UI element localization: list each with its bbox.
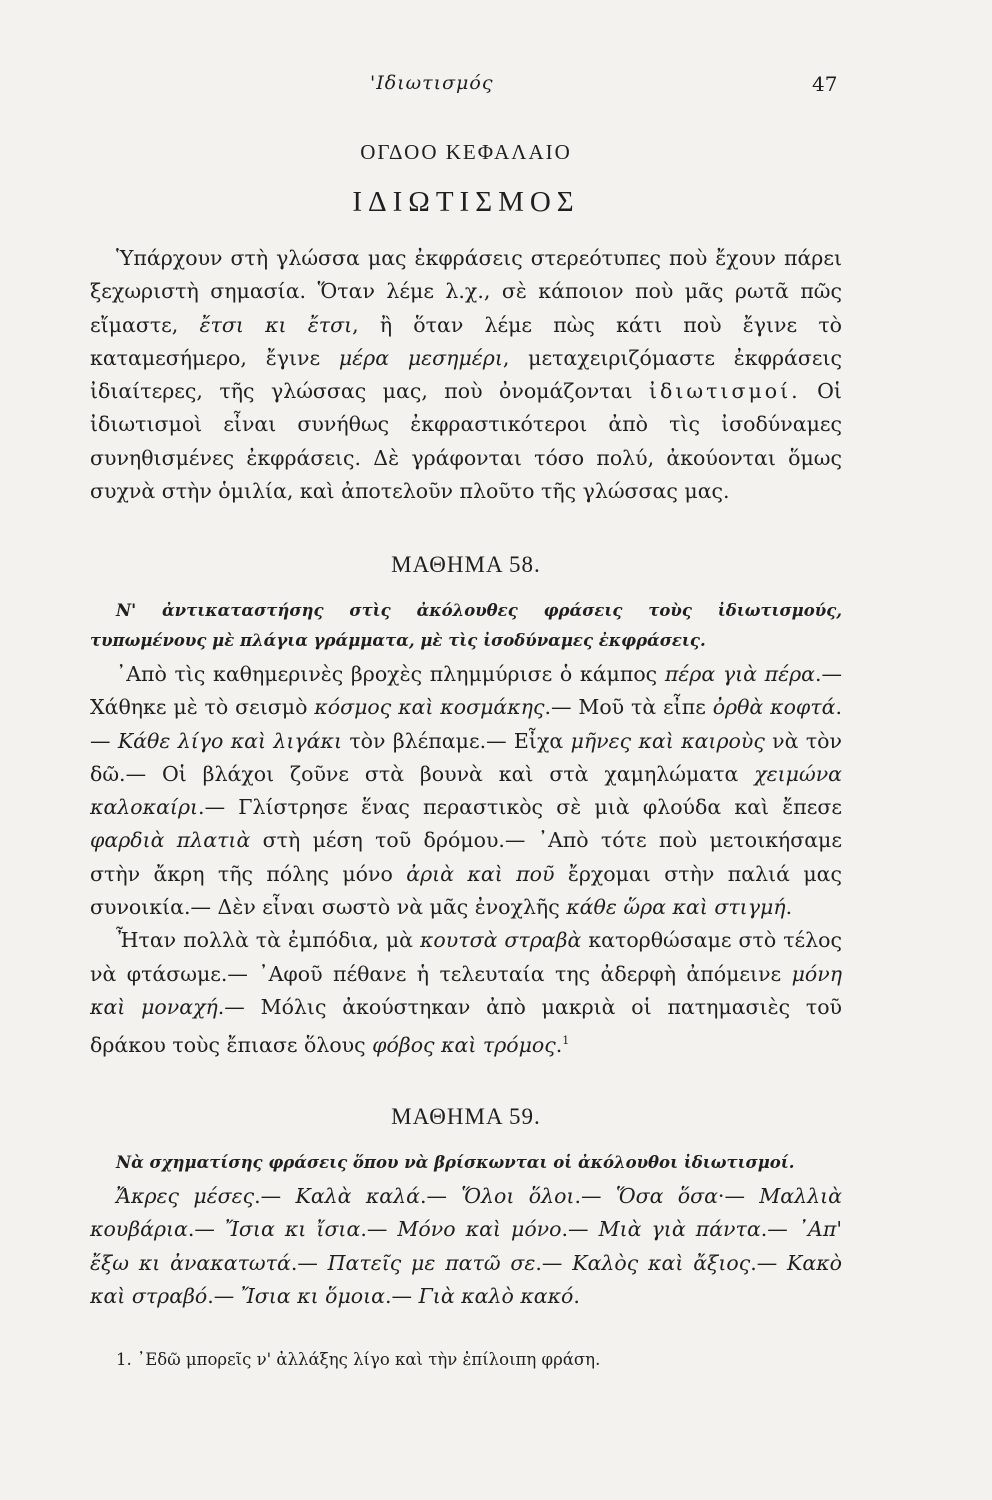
lesson-58-instruction: Ν' ἀντικαταστήσης στὶς ἀκόλουθες φράσεις τοὺς ἰδιωτισμούς, τυπωμένους μὲ πλάγια γράμματα, μὲ τὶς ἰσοδύναμες ἐκφράσεις. [90, 601, 842, 650]
exercise-text: .— Γλίστρησε ἕνας περαστικὸς σὲ μιὰ φλούδα καὶ ἔπεσε [198, 795, 842, 820]
idiom: μῆνες καὶ καιροὺς [570, 728, 765, 753]
intro-paragraph [90, 242, 842, 508]
idiom: κάθε ὥρα καὶ στιγμή [566, 895, 786, 920]
page-number: 47 [812, 72, 838, 96]
lesson-58-exercise [90, 658, 842, 924]
idiom: Ἴσια κι ὅμοια [240, 1283, 386, 1308]
footnote-marker: 1 [562, 1034, 570, 1048]
idiom-example: μέρα μεσημέρι [338, 345, 503, 370]
exercise-text: .— [290, 1250, 328, 1275]
idiom: φαρδιὰ πλατιὰ [90, 828, 251, 853]
idiom: Πατεῖς με πατῶ σε [327, 1250, 536, 1275]
idiom: ἀριὰ καὶ ποῦ [406, 861, 555, 886]
idiom: ᾿Απ' ἔξω κι ἀνακατωτά [90, 1217, 842, 1275]
lesson-59-heading: ΜΑΘΗΜΑ 59. [391, 1104, 541, 1129]
exercise-text: .— [760, 1217, 798, 1242]
idiom: Καλὰ καλά [295, 1184, 420, 1208]
footnote: 1. ᾿Εδῶ μπορεῖς ν' ἀλλάξης λίγο καὶ τὴν ἐπίλοιπη φράση. [116, 1350, 601, 1369]
exercise-text: .— [574, 1184, 616, 1208]
key-term: ἰδιωτισμοί. [648, 379, 801, 404]
idiom: Κακὸ καὶ στραβό [90, 1250, 842, 1308]
idiom: Γιὰ καλὸ κακό [418, 1283, 574, 1308]
exercise-text: .— [419, 1184, 462, 1208]
exercise-text: στὴ μέση τοῦ δρόμου.— ᾿Απὸ τότε ποὺ μετοικήσαμε στὴν ἄκρη τῆς πόλης μόνο [90, 828, 842, 886]
exercise-text: .— [535, 1250, 573, 1275]
exercise-text: .— [750, 1250, 788, 1275]
exercise-text: . [555, 1033, 563, 1058]
exercise-text: .— [187, 1217, 225, 1242]
lesson-58-section [90, 596, 842, 1062]
idiom: Μαλλιὰ κουβάρια [90, 1184, 842, 1242]
exercise-text: κατορθώσαμε στὸ τέλος νὰ φτάσωμε.— ᾿Αφοῦ πέθανε ἡ τελευταία της ἀδερφὴ ἀπόμεινε [90, 928, 842, 986]
idiom: Ἄκρες μέσες [116, 1184, 255, 1208]
exercise-text: νὰ τὸν δῶ.— Οἱ βλάχοι ζοῦνε στὰ βουνὰ καὶ στὰ χαμηλώματα [90, 728, 842, 786]
intro-section [90, 242, 842, 508]
idiom: ὀρθὰ κοφτά [712, 695, 836, 720]
exercise-text: .— Μοῦ τὰ εἶπε [544, 695, 713, 720]
idiom: Ὅλοι ὅλοι [461, 1184, 575, 1208]
exercise-text: .— Χάθηκε μὲ τὸ σεισμὸ [90, 662, 842, 720]
idiom: μόνη καὶ μοναχή [90, 961, 842, 1019]
idiom: κόσμος καὶ κοσμάκης [314, 695, 545, 720]
idiom: κουτσὰ στραβὰ [419, 928, 582, 953]
idiom: Ὅσα ὅσα [615, 1184, 718, 1208]
exercise-text: .— [207, 1283, 241, 1308]
lesson-59-section [90, 1148, 842, 1313]
lesson-58-exercise-continued [90, 924, 842, 1062]
exercise-text: ·— [717, 1184, 760, 1208]
exercise-text: Ἦταν πολλὰ τὰ ἐμπόδια, μὰ [116, 928, 420, 953]
exercise-text: .— [90, 695, 842, 753]
idiom: Καλὸς καὶ ἄξιος [572, 1250, 751, 1275]
idiom: φόβος καὶ τρόμος [372, 1033, 556, 1058]
exercise-text: . [785, 895, 793, 920]
running-head-title: 'Ιδιωτισμός [370, 72, 494, 94]
idiom: Μόνο καὶ μόνο [397, 1217, 562, 1242]
exercise-text: τὸν βλέπαμε.— Εἶχα [341, 728, 571, 753]
exercise-text: ἔρχομαι στὴν παλιά μας συνοικία.— Δὲν εἶναι σωστὸ νὰ μᾶς ἐνοχλῆς [90, 861, 842, 920]
chapter-title: ΙΔΙΩΤΙΣΜΟΣ [352, 186, 580, 218]
exercise-text: .— Μόλις ἀκούστηκαν ἀπὸ μακριὰ οἱ πατημασιὲς τοῦ δράκου τοὺς ἔπιασε ὅλους [90, 994, 842, 1058]
chapter-label: ΟΓΔΟΟ ΚΕΦΑΛΑΙΟ [360, 140, 572, 164]
idiom: πέρα γιὰ πέρα [664, 662, 815, 686]
intro-text: , ἢ ὅταν λέμε πὼς κάτι ποὺ ἔγινε τὸ καταμεσήμερο, ἔγινε [90, 312, 843, 370]
intro-text: Ὑπάρχουν στὴ γλώσσα μας ἐκφράσεις στερεότυπες ποὺ ἔχουν πάρει ξεχωριστὴ σημασία. Ὅταν λέμε λ.χ., σὲ κάποιον ποὺ μᾶς ρωτᾶ πῶς εἴμαστε, [90, 246, 842, 337]
exercise-text: .— [254, 1184, 296, 1208]
lesson-58-heading: ΜΑΘΗΜΑ 58. [391, 552, 541, 577]
lesson-59-instruction: Νὰ σχηματίσης φράσεις ὅπου νὰ βρίσκωνται οἱ ἀκόλουθοι ἰδιωτισμοί. [116, 1153, 795, 1172]
idiom: Ἴσια κι ἴσια [224, 1217, 361, 1242]
intro-text: , μεταχειριζόμαστε ἐκφράσεις ἰδιαίτερες, τῆς γλώσσας μας, ποὺ ὀνομάζονται [90, 345, 842, 404]
idiom: Μιὰ γιὰ πάντα [598, 1217, 761, 1242]
exercise-text: . [573, 1283, 580, 1308]
idiom: Κάθε λίγο καὶ λιγάκι [117, 728, 342, 753]
exercise-text: .— [385, 1283, 419, 1308]
exercise-text: .— [561, 1217, 599, 1242]
idiom: χειμώνα καλοκαίρι [90, 761, 842, 820]
running-head [0, 72, 992, 102]
exercise-text: .— [360, 1217, 398, 1242]
exercise-text: ᾿Απὸ τὶς καθημερινὲς βροχὲς πλημμύρισε ὁ κάμπος [116, 662, 665, 686]
lesson-59-exercise [90, 1180, 842, 1313]
intro-text: Οἱ ἰδιωτισμοὶ εἶναι συνήθως ἐκφραστικότεροι ἀπὸ τὶς ἰσοδύναμες συνηθισμένες ἐκφράσεις. Δὲ γράφονται τόσο πολύ, ἀκούονται ὅμως συχνὰ στὴν ὁμιλία, καὶ ἀποτελοῦν πλοῦτο τῆς γλώσσας μας. [90, 379, 842, 504]
idiom-example: ἔτσι κι ἔτσι [199, 312, 353, 337]
